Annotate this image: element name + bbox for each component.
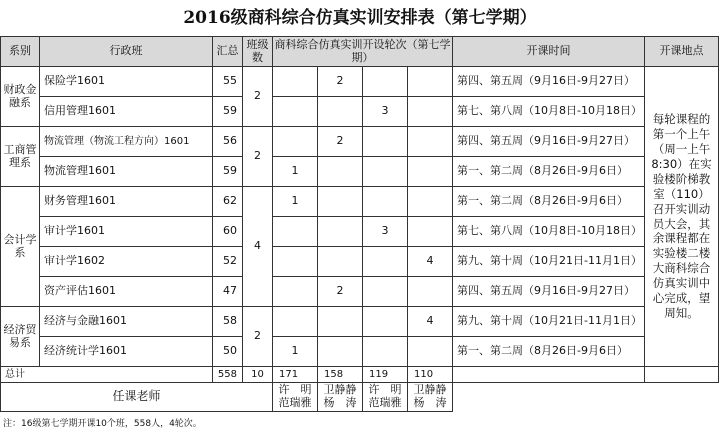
count-cell: 56 [213, 127, 243, 157]
level-cell: 2 [243, 307, 273, 367]
class-cell: 资产评估1601 [40, 277, 213, 307]
teacher-empty-location [645, 383, 719, 412]
round1-cell: 1 [273, 187, 318, 217]
round2-cell: 2 [318, 127, 363, 157]
header-total: 汇总 [213, 37, 243, 67]
sheet-title: 2016级商科综合仿真实训安排表（第七学期） [183, 8, 537, 28]
table-row [1, 97, 719, 127]
time-cell: 第一、第二周（8月26日-9月6日） [453, 187, 645, 217]
table-row [1, 247, 719, 277]
count-cell: 50 [213, 337, 243, 367]
count-cell: 60 [213, 217, 243, 247]
table-row [1, 127, 719, 157]
footnote: 注：16级第七学期开课10个班，558人，4轮次。 [3, 419, 202, 429]
header-class: 行政班 [40, 37, 213, 67]
round2-cell [318, 187, 363, 217]
count-cell: 52 [213, 247, 243, 277]
round3-cell [363, 187, 408, 217]
teacher-round3: 许 明 范瑞雅 [363, 383, 408, 412]
round1-cell: 1 [273, 157, 318, 187]
round4-cell [408, 157, 453, 187]
round2-cell [318, 247, 363, 277]
round3-cell: 3 [363, 217, 408, 247]
time-cell: 第七、第八周（10月8日-10月18日） [453, 97, 645, 127]
class-cell: 财务管理1601 [40, 187, 213, 217]
round2-cell: 2 [318, 67, 363, 97]
teacher-round2: 卫静静 杨 涛 [318, 383, 363, 412]
total-empty-time [453, 367, 645, 383]
table-row [1, 307, 719, 337]
department-cell: 经济贸易系 [1, 307, 40, 367]
round3-cell [363, 307, 408, 337]
class-cell: 经济统计学1601 [40, 337, 213, 367]
table-row [1, 157, 719, 187]
round3-cell [363, 127, 408, 157]
count-cell: 59 [213, 97, 243, 127]
header-time: 开课时间 [453, 37, 645, 67]
total-empty-location [645, 367, 719, 383]
time-cell: 第四、第五周（9月16日-9月27日） [453, 277, 645, 307]
total-classes: 10 [243, 367, 273, 383]
round1-cell [273, 307, 318, 337]
round1-cell [273, 277, 318, 307]
time-cell: 第一、第二周（8月26日-9月6日） [453, 157, 645, 187]
count-cell: 55 [213, 67, 243, 97]
location-cell: 每轮课程的第一个上午（周一上午8:30）在实验楼阶梯教室（110）召开实训动员大会，其余课程都在实验楼二楼大商科综合仿真实训中心完成，望周知。 [645, 67, 719, 367]
teacher-round1: 许 明 范瑞雅 [273, 383, 318, 412]
table-row [1, 217, 719, 247]
teacher-empty-time [453, 383, 645, 412]
time-cell: 第一、第二周（8月26日-9月6日） [453, 337, 645, 367]
class-cell: 审计学1601 [40, 217, 213, 247]
round2-cell [318, 217, 363, 247]
teacher-row [1, 383, 719, 412]
total-label: 总计 [1, 367, 213, 383]
round3-cell [363, 277, 408, 307]
round4-cell: 4 [408, 247, 453, 277]
count-cell: 59 [213, 157, 243, 187]
count-cell: 62 [213, 187, 243, 217]
round1-cell [273, 67, 318, 97]
time-cell: 第七、第八周（10月8日-10月18日） [453, 217, 645, 247]
class-cell: 经济与金融1601 [40, 307, 213, 337]
round2-cell [318, 307, 363, 337]
count-cell: 58 [213, 307, 243, 337]
class-cell: 信用管理1601 [40, 97, 213, 127]
teacher-round4: 卫静静 杨 涛 [408, 383, 453, 412]
round3-cell [363, 337, 408, 367]
class-cell: 审计学1602 [40, 247, 213, 277]
department-cell: 工商管理系 [1, 127, 40, 187]
round2-cell: 2 [318, 277, 363, 307]
round4-cell [408, 127, 453, 157]
round4-cell [408, 67, 453, 97]
total-count: 558 [213, 367, 243, 383]
round1-cell: 1 [273, 337, 318, 367]
table-row [1, 187, 719, 217]
department-cell: 财政金融系 [1, 67, 40, 127]
table-row [1, 277, 719, 307]
round4-cell [408, 337, 453, 367]
class-cell: 物流管理1601 [40, 157, 213, 187]
round3-cell [363, 157, 408, 187]
round4-cell [408, 217, 453, 247]
count-cell: 47 [213, 277, 243, 307]
schedule-table [0, 36, 719, 412]
total-round1: 171 [273, 367, 318, 383]
class-cell: 保险学1601 [40, 67, 213, 97]
total-round3: 119 [363, 367, 408, 383]
level-cell: 2 [243, 67, 273, 127]
header-row [1, 37, 719, 67]
table-row [1, 337, 719, 367]
round3-cell: 3 [363, 97, 408, 127]
header-level: 班级数 [243, 37, 273, 67]
time-cell: 第四、第五周（9月16日-9月27日） [453, 127, 645, 157]
round4-cell [408, 277, 453, 307]
time-cell: 第九、第十周（10月21日-11月1日） [453, 307, 645, 337]
level-cell: 2 [243, 127, 273, 187]
round4-cell: 4 [408, 307, 453, 337]
round4-cell [408, 97, 453, 127]
level-cell: 4 [243, 187, 273, 307]
header-location: 开课地点 [645, 37, 719, 67]
round3-cell [363, 247, 408, 277]
time-cell: 第九、第十周（10月21日-11月1日） [453, 247, 645, 277]
total-row [1, 367, 719, 383]
time-cell: 第四、第五周（9月16日-9月27日） [453, 67, 645, 97]
class-cell: 物流管理（物流工程方向）1601 [40, 127, 213, 157]
header-rounds: 商科综合仿真实训开设轮次（第七学期） [273, 37, 453, 67]
round2-cell [318, 157, 363, 187]
round1-cell [273, 127, 318, 157]
round4-cell [408, 187, 453, 217]
round3-cell [363, 67, 408, 97]
round1-cell [273, 97, 318, 127]
round2-cell [318, 337, 363, 367]
header-department: 系别 [1, 37, 40, 67]
total-round2: 158 [318, 367, 363, 383]
total-round4: 110 [408, 367, 453, 383]
round2-cell [318, 97, 363, 127]
round1-cell [273, 217, 318, 247]
teacher-label: 任课老师 [1, 383, 273, 412]
department-cell: 会计学系 [1, 187, 40, 307]
table-row [1, 67, 719, 97]
round1-cell [273, 247, 318, 277]
